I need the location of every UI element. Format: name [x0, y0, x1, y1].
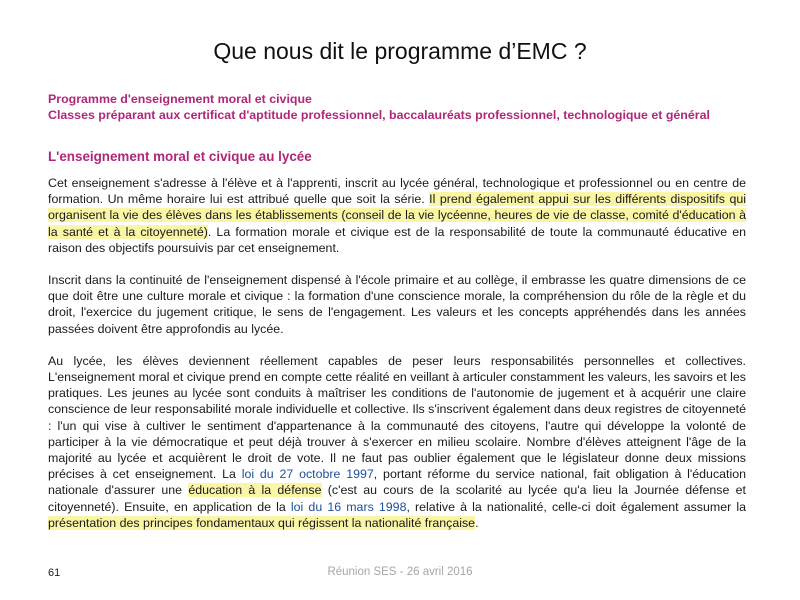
law-link-1997[interactable]: loi du 27 octobre 1997 [241, 467, 374, 482]
text-span: Cet enseignement s'adresse à l'élève et à l'apprenti, inscrit au lycée général, technologique et professionnel ou en centre de formation. Un même horaire lui est attribué quelle que soit la série. [48, 176, 746, 207]
section-title: L'enseignement moral et civique au lycée [48, 149, 312, 164]
program-title: Programme d'enseignement moral et civique [48, 92, 312, 106]
highlighted-text: présentation des principes fondamentaux qui régissent la nationalité française [48, 515, 476, 530]
text-span: Au lycée, les élèves deviennent réellement capables de peser leurs responsabilités personnelles et collectives. L'enseignement moral et civique prend en compte cette réalité en veillant à articuler constamment les valeurs, les savoirs et les pratiques. Les jeunes au lycée sont conduits à maîtriser les conditions de l'autonomie de jugement et à acquérir une claire conscience de leur responsabilité morale individuelle et collective. Ils s'inscrivent également dans deux registres de citoyenneté : l'un qui vise à cultiver le sentiment d'appartenance à la communauté des citoyens, l'autre qui développe la volonté de participer à la vie démocratique et peut déjà trouver à s'exercer en milieu scolaire. Nombre d'élèves atteignent l'âge de la majorité au lycée et acquièrent le droit de vote. Il ne faut pas oublier également que le législateur donne deux missions précises à cet enseignement. La [48, 353, 746, 482]
footer-text: Réunion SES - 26 avril 2016 [327, 566, 473, 578]
paragraph-2: Inscrit dans la continuité de l'enseignement dispensé à l'école primaire et au collège, il embrasse les quatre dimensions de ce que doit être une culture morale et civique : la formation d'une conscience morale, la compréhension du rôle de la règle et du droit, l'exercice du jugement critique, le sens de l'engagement. Les valeurs et les concepts appréhendés dans les années passées doivent être approfondis au lycée. [48, 273, 746, 336]
text-span: . [475, 515, 479, 530]
text-span: (c'est au cours de la scolarité au lycée qu'a lieu la Journée défense et citoyenneté). Ensuite, en application de la [48, 483, 746, 514]
page-number: 61 [48, 567, 61, 579]
slide-title: Que nous dit le programme d’EMC ? [213, 38, 587, 64]
law-link-1998[interactable]: loi du 16 mars 1998 [290, 499, 407, 514]
text-span: , relative à la nationalité, celle-ci doit également assumer la [406, 499, 746, 514]
highlighted-text: éducation à la défense [188, 483, 322, 498]
paragraph-1 [48, 175, 746, 256]
paragraph-3 [48, 353, 746, 531]
program-subtitle: Classes préparant aux certificat d'aptitude professionnel, baccalauréats professionnel, technologique et général [48, 108, 710, 122]
program-excerpt [48, 91, 746, 531]
text-span: . La formation morale et civique est de la responsabilité de toute la communauté éducative en raison des objectifs poursuivis par cet enseignement. [48, 224, 746, 255]
slide-footer [0, 563, 800, 583]
text-span: , portant réforme du service national, fait obligation à l'éducation nationale d'assurer une [48, 467, 747, 498]
highlighted-text: Il prend également appui sur les différents dispositifs qui organisent la vie des élèves dans les établissements (conseil de la vie lycéenne, heures de vie de classe, comité d'éducation à la santé et à la citoyenneté) [48, 192, 746, 239]
